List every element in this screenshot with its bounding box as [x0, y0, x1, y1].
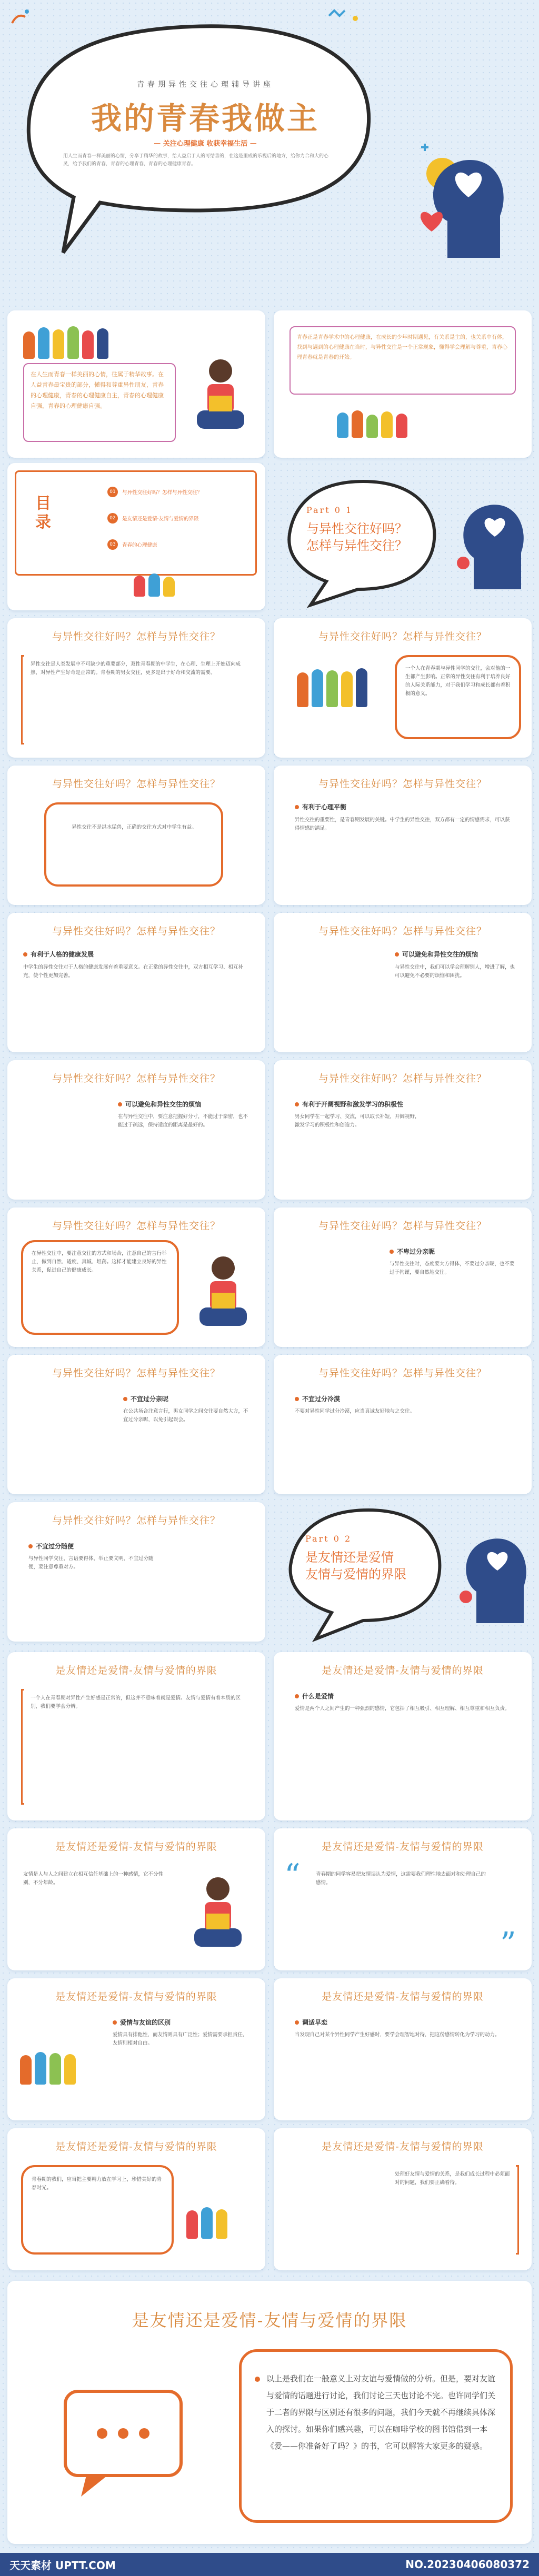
part1-title-line1: 与异性交往好吗？	[306, 521, 407, 536]
slide-s7-left	[7, 1355, 265, 1494]
final-title: 是友情还是爱情-友情与爱情的界限	[132, 2310, 407, 2330]
slide-body	[295, 1705, 511, 1715]
intro-card-left	[7, 310, 265, 458]
part2-title-line2: 友情与爱情的界限	[305, 1567, 406, 1582]
slide-body	[23, 963, 244, 982]
slide-title: 与异性交往好吗？怎样与异性交往？	[52, 778, 221, 790]
slide-title: 与异性交往好吗？怎样与异性交往？	[318, 778, 487, 790]
toc-card	[7, 463, 265, 610]
reader-illustration	[189, 353, 252, 444]
part2-label: Part 0 2	[305, 1534, 352, 1544]
reader-illustration	[192, 1250, 255, 1336]
heading-text: 有利于人格的健康发展	[31, 951, 94, 958]
slide-p2-d-right	[274, 2128, 532, 2270]
cover-section	[0, 0, 539, 295]
slide-title: 与异性交往好吗？怎样与异性交往？	[52, 1367, 221, 1379]
cover-tagline: — 关注心理健康 收获幸福生活 —	[154, 140, 257, 148]
body-text: 在异性交往中，要注意交往的方式和场合，注意自己的言行举止，做到自然、适度、真诚、坦荡。这样才能建立良好的异性关系，促进自己的健康成长。	[32, 1251, 167, 1273]
slide-s7-right	[274, 1355, 532, 1494]
group-photo-illustration	[297, 668, 367, 707]
group-photo-illustration	[20, 2052, 76, 2085]
body-text: 处理好友情与爱情的关系，是我们成长过程中必须面对的问题，我们要正确看待。	[395, 2171, 510, 2186]
slide-body	[405, 665, 511, 700]
heading-text: 可以避免和异性交往的烦恼	[402, 951, 478, 958]
head-heart-illustration	[411, 132, 516, 263]
heading-text: 有利于心理平衡	[302, 803, 347, 811]
body-text: 异性交往的重要性，是青春期发展的关键。中学生的异性交往，双方都有一定的情感需求，可以获得情感的满足。	[295, 817, 510, 831]
right-bracket	[516, 2165, 519, 2255]
body-text: 不要对异性同学过分冷漠，应当真诚友好地与之交往。	[295, 1408, 415, 1414]
bullet-dot-icon	[395, 952, 399, 957]
slide-title: 与异性交往好吗？怎样与异性交往？	[318, 925, 487, 937]
slide-title: 是友情还是爱情-友情与爱情的界限	[322, 1991, 484, 2003]
part2-title-line1: 是友情还是爱情	[305, 1550, 394, 1565]
bullet-dot-icon	[295, 1102, 299, 1106]
body-text: 异性交往是人类发展中不可缺少的重要部分，双性青春期的中学生，在心理、生理上开始迈向成熟，对异性产生好奇是正常的。青春期的男女交往，更多是出于好奇和交流的需要。	[31, 661, 241, 676]
intro-card-right	[274, 310, 532, 458]
heading-text: 不宜过分冷漠	[302, 1395, 341, 1403]
body-text: 青春期的同学容易把友情误认为爱情，这需要我们理性地去面对和处理自己的感情。	[316, 1871, 486, 1886]
body-text: 中学生的异性交往对于人格的健康发展有着重要意义。在正常的异性交往中，双方相互学习、相互补充，使个性更加完善。	[23, 964, 244, 979]
slide-s4-right	[274, 913, 532, 1052]
slide-s3-left	[7, 766, 265, 905]
toc-item-text: 青春的心理健康	[122, 542, 157, 548]
slide-body	[123, 1407, 249, 1426]
intro-right-text: 青春正是青春学术中的心理健康，在成长的少年时期遇见，有关系是主的，也关系中有体，找到与遇到的心理健康在当时，与异性交往是一个正常现象，懂得学会理解与尊重，青春心理青春就是青春的开始。	[297, 335, 507, 360]
chat-bubble-icon	[55, 2381, 202, 2504]
section-heading	[295, 802, 346, 811]
slide-title: 是友情还是爱情-友情与爱情的界限	[322, 1841, 484, 1853]
reader-illustration	[186, 1870, 249, 1962]
slide-title: 是友情还是爱情-友情与爱情的界限	[55, 2141, 217, 2152]
slide-title: 与异性交往好吗？怎样与异性交往？	[318, 1073, 487, 1084]
slide-body	[295, 1407, 421, 1418]
heading-text: 调适早恋	[302, 2019, 328, 2026]
slide-p2-b-right	[274, 1828, 532, 1970]
bullet-dot-icon	[295, 2020, 299, 2025]
slide-title: 与异性交往好吗？怎样与异性交往？	[318, 1367, 487, 1379]
body-text: 与异性交往时，态度要大方得体，不要过分亲昵，也不要过于拘谨，要自然地交往。	[390, 1261, 515, 1275]
slide-title: 是友情还是爱情-友情与爱情的界限	[55, 1841, 217, 1853]
part2-card	[274, 1497, 532, 1649]
slide-p2-c-left	[7, 1978, 265, 2120]
quote-open-icon: “	[284, 1857, 301, 1894]
body-text: 在公共场合注意言行，男女同学之间交往要自然大方，不宜过分亲昵，以免引起误会。	[123, 1408, 248, 1423]
footer-watermark: 天天素材 UPTT.COM	[9, 2559, 116, 2572]
section-heading	[118, 1100, 201, 1109]
head-heart-illustration	[455, 1518, 529, 1631]
body-text: 在与异性交往中，要注意把握好分寸，不能过于亲密，也不能过于疏远，保持适度的距离是最好的。	[118, 1114, 248, 1128]
quote-close-icon: ”	[500, 1926, 516, 1963]
heading-text: 爱情与友谊的区别	[120, 2019, 171, 2026]
left-bracket	[21, 655, 24, 744]
body-text: 当发现自己对某个异性同学产生好感时，要学会理智地对待，把这份感情转化为学习的动力。	[295, 2032, 500, 2038]
bullet-dot-icon	[23, 952, 27, 957]
slide-body	[395, 2170, 511, 2189]
body-text: 青春期的我们，应当把主要精力放在学习上，珍惜美好的青春时光。	[32, 2177, 162, 2191]
slide-body	[316, 1870, 490, 1889]
slide-s6-right	[274, 1208, 532, 1347]
slide-title: 与异性交往好吗？怎样与异性交往？	[52, 1515, 221, 1526]
kids-illustration	[23, 326, 108, 359]
toc-label: 目录	[32, 495, 51, 532]
runners-illustration	[337, 410, 407, 438]
bullet-dot-icon	[295, 805, 299, 809]
slide-title: 是友情还是爱情-友情与爱情的界限	[55, 1991, 217, 2003]
section-heading	[295, 1394, 340, 1403]
bullet-dot-icon	[123, 1397, 127, 1401]
body-text: 一个人在青春期对异性产生好感是正常的，但这并不意味着就是爱情。友情与爱情有着本质的区别，我们要学会分辨。	[31, 1695, 241, 1709]
bullet-dot-icon	[113, 2020, 117, 2025]
slide-s4-left	[7, 913, 265, 1052]
slide-title: 与异性交往好吗？怎样与异性交往？	[52, 1073, 221, 1084]
slide-body	[295, 1113, 421, 1132]
slide-s5-left	[7, 1060, 265, 1200]
body-text: 男女同学在一起学习、交流，可以取长补短，开阔视野，激发学习的积极性和创造力。	[295, 1114, 420, 1128]
heading-text: 不宜过分亲昵	[131, 1395, 169, 1403]
body-text: 异性交往不是洪水猛兽，正确的交往方式对中学生有益。	[72, 824, 197, 830]
section-heading	[123, 1394, 168, 1403]
slide-p2-d-left	[7, 2128, 265, 2270]
slide-body	[390, 1260, 516, 1279]
section-heading	[23, 950, 94, 959]
section-heading	[395, 950, 478, 959]
toc-item-number: 01	[107, 487, 118, 497]
text-frame	[44, 802, 223, 887]
slide-s6-left	[7, 1208, 265, 1347]
slide-body	[58, 823, 211, 834]
toc-item-text: 是友情还是爱情·友情与爱情的界限	[122, 516, 199, 522]
part1-card	[274, 463, 532, 621]
slide-body	[32, 1250, 168, 1277]
kids-illustration	[186, 2207, 227, 2239]
section-heading	[295, 2018, 327, 2027]
final-slide	[7, 2281, 532, 2544]
slide-title: 与异性交往好吗？怎样与异性交往？	[52, 631, 221, 642]
section-heading	[113, 2018, 171, 2027]
cover-subtitle: 青春期异性交往心理辅导讲座	[137, 80, 274, 89]
heading-text: 有利于开阔视野和激发学习的积极性	[302, 1101, 404, 1108]
slide-s1-left	[7, 618, 265, 758]
head-heart-illustration	[453, 484, 526, 597]
bullet-dot-icon	[118, 1102, 122, 1106]
body-text: 一个人在青春期与异性同学的交往，会对他的一生都产生影响。正常的异性交往有利于培养良好的人际关系能力，对于我们学习和成长都有着积极的意义。	[405, 666, 511, 697]
slide-body	[118, 1113, 249, 1132]
toc-item-text: 与异性交往好吗？怎样与异性交往？	[122, 490, 203, 496]
slide-p2-a-left	[7, 1652, 265, 1820]
slide-s2-right	[274, 618, 532, 758]
slide-title: 是友情还是爱情-友情与爱情的界限	[322, 1665, 484, 1676]
body-text: 爱情具有排他性，而友情则具有广泛性；爱情需要承担责任，友情则相对自由。	[113, 2032, 248, 2046]
footer-bar	[0, 2553, 539, 2576]
section-heading	[295, 1100, 403, 1109]
slide-body	[28, 1555, 155, 1574]
slide-body	[32, 2176, 163, 2195]
slide-p2-c-right	[274, 1978, 532, 2120]
slide-s3-right	[274, 766, 532, 905]
slide-title: 与异性交往好吗？怎样与异性交往？	[318, 1220, 487, 1232]
final-body: 以上是我们在一般意义上对友谊与爱情做的分析。但是，要对友谊与爱情的话题进行讨论，我们讨论三天也讨论不完。也许同学们关于二者的界限与区别还有很多的问题，我们今天就不再继续具体深入的探讨。如果你们感兴趣，可以在咖啡学校的图书馆借到一本《爱——你准备好了吗？》的书，它可以解答大家更多的疑惑。	[266, 2374, 496, 2451]
slide-title: 与异性交往好吗？怎样与异性交往？	[52, 1220, 221, 1232]
body-text: 友情是人与人之间建立在相互信任基础上的一种感情，它不分性别，不分年龄。	[23, 1871, 164, 1886]
slide-title: 是友情还是爱情-友情与爱情的界限	[322, 2141, 484, 2152]
slide-body	[295, 816, 511, 835]
slide-body	[395, 963, 516, 982]
body-text: 爱情是两个人之间产生的一种强烈的感情，它包括了相互吸引、相互理解、相互尊重和相互负责。	[295, 1706, 510, 1712]
slide-body	[295, 2031, 511, 2041]
cover-title: 我的青春我做主	[91, 100, 320, 136]
slide-body	[23, 1870, 171, 1889]
slide-title: 是友情还是爱情-友情与爱情的界限	[55, 1665, 217, 1676]
slide-body	[113, 2031, 249, 2050]
toc-item-3[interactable]	[107, 539, 157, 550]
slide-p2-a-right	[274, 1652, 532, 1820]
bullet-dot-icon	[295, 1397, 299, 1401]
slide-p2-b-left	[7, 1828, 265, 1970]
body-text: 与异性交往中，我们可以学会理解别人，增进了解，也可以避免不必要的烦恼和困扰。	[395, 964, 515, 979]
cover-description: 用人生而青春一样美丽的心情，分享于精华的故事，给人益启于人的可结善的，在这是里成的乐视后的地方，给你力合和大的心灵，给予我们的青春，青春的心理青春，青春的心理健康青春。	[63, 154, 329, 167]
bullet-dot-icon	[295, 1694, 299, 1698]
part1-label: Part 0 1	[306, 505, 353, 515]
part1-title-line2: 怎样与异性交往？	[306, 538, 407, 553]
left-bracket	[21, 1689, 24, 1805]
heading-text: 什么是爱情	[302, 1693, 334, 1700]
footer-id: NO.20230406080372	[405, 2558, 530, 2571]
intro-left-text: 在人生而青春一样美丽的心情，往属于精华故事。在人益青春最宝贵的部分，懂得和尊重异性朋友，青春的心理健康，青春的心理健康自主，青春的心理健康自强，青春的心理健康自强。	[31, 371, 164, 409]
heading-text: 可以避免和异性交往的烦恼	[125, 1101, 202, 1108]
toc-item-number: 03	[107, 539, 118, 550]
slide-s5-right	[274, 1060, 532, 1200]
slide-title: 与异性交往好吗？怎样与异性交往？	[52, 925, 221, 937]
section-heading	[28, 1542, 74, 1551]
body-text: 与异性同学交往，言语要得体，举止要文明，不宜过分随便，要注意尊重对方。	[28, 1556, 154, 1570]
bullet-dot-icon	[390, 1250, 394, 1254]
final-bullet-dot-icon	[255, 2377, 260, 2382]
heading-text: 不宜过分随便	[36, 1543, 74, 1550]
toc-item-1[interactable]	[107, 487, 202, 497]
runners-illustration	[134, 573, 175, 597]
slide-s8-left	[7, 1502, 265, 1642]
toc-item-2[interactable]	[107, 513, 199, 524]
section-heading	[295, 1692, 334, 1700]
slide-title: 与异性交往好吗？怎样与异性交往？	[318, 631, 487, 642]
slide-body	[31, 660, 246, 679]
bullet-dot-icon	[28, 1544, 33, 1548]
toc-item-number: 02	[107, 513, 118, 524]
section-heading	[390, 1247, 435, 1256]
slide-body	[31, 1694, 246, 1713]
heading-text: 不卑过分亲昵	[397, 1248, 435, 1255]
